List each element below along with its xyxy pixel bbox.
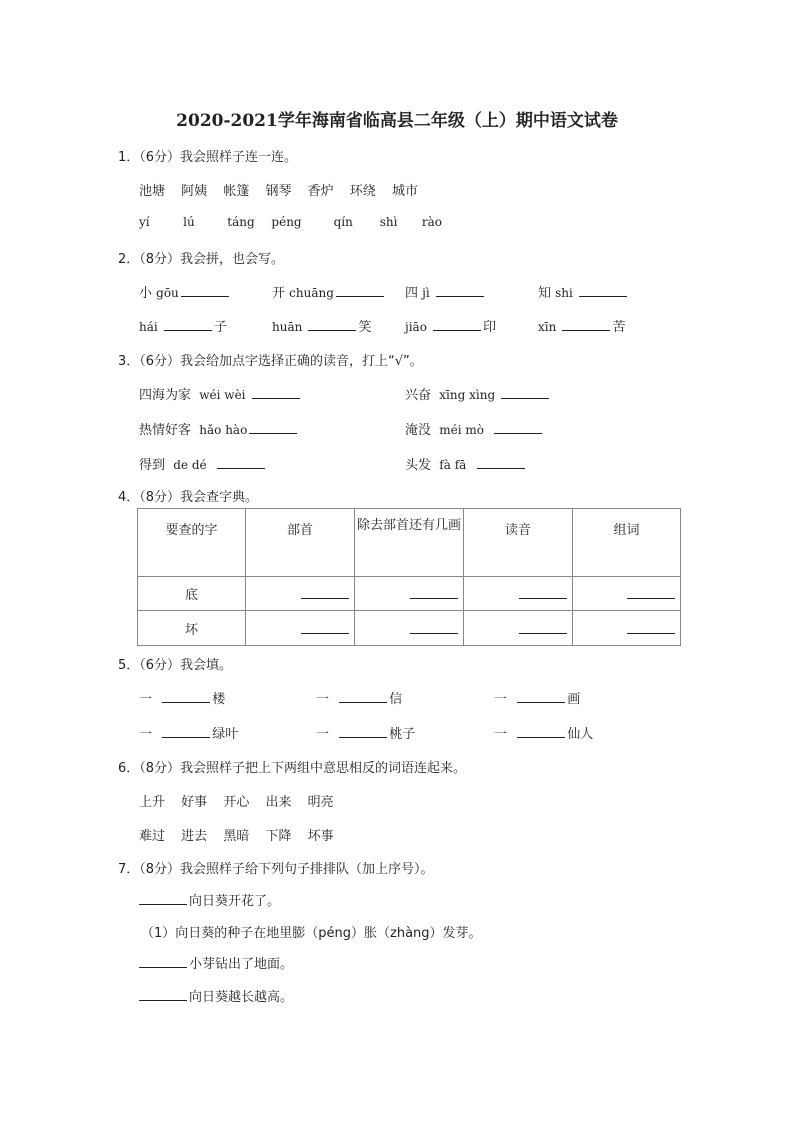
answer-blank[interactable] [162,725,210,738]
table-cell-char: 坏 [138,611,246,646]
answer-blank[interactable] [519,584,567,599]
table-header: 部首 [246,509,355,577]
table-header-row [138,509,681,577]
q2-item [139,316,227,335]
table-cell [464,611,573,646]
q5-item [494,688,580,707]
table-cell [573,611,681,646]
question-2-label: 2．（8分）我会拼，也会写。 [118,252,285,267]
q6-word: 开心 [223,795,250,810]
q3-item [405,419,544,438]
answer-blank[interactable] [410,619,458,634]
q5-prefix: 一 [139,692,153,707]
q7-sentence-text: 小芽钻出了地面。 [189,957,294,972]
table-header: 要查的字 [138,509,246,577]
q5-suffix: 仙人 [567,727,594,742]
table-row [138,611,681,646]
q6-word: 黑暗 [223,829,250,844]
q3-word: 四海为家 [139,388,192,403]
q5-prefix: 一 [139,727,153,742]
answer-blank[interactable] [477,456,525,469]
q5-prefix: 一 [316,692,330,707]
answer-blank[interactable] [627,584,675,599]
answer-blank[interactable] [164,318,212,331]
q5-suffix: 画 [567,692,581,707]
q3-item [405,454,527,473]
q2-char: 小 [139,286,157,301]
answer-blank[interactable] [252,386,300,399]
q1-pinyin: yí [139,215,150,229]
q2-item [272,282,386,301]
table-cell [573,577,681,611]
q6-word: 难过 [139,829,166,844]
q3-pinyin-options: fà fā [439,458,467,472]
answer-blank[interactable] [501,386,549,399]
question-4-label: 4．（8分）我会查字典。 [118,490,259,505]
q3-pinyin-options: hǎo hào [199,423,248,437]
q5-suffix: 信 [389,692,403,707]
q2-char: 知 [538,286,556,301]
q3-pinyin-options: méi mò [439,423,485,437]
table-header: 读音 [464,509,573,577]
q3-pinyin-options: xīng xìng [439,388,496,402]
table-cell [246,611,355,646]
answer-blank[interactable] [339,690,387,703]
answer-blank[interactable] [433,318,481,331]
q7-sentence [139,890,280,909]
q6-bottom-words [139,825,346,844]
q1-word: 香炉 [307,184,334,199]
answer-blank[interactable] [308,318,356,331]
table-cell [246,577,355,611]
question-5-label: 5．（6分）我会填。 [118,658,233,673]
q1-pinyin: péng [271,215,302,229]
q6-top-words [139,791,346,810]
q2-pinyin: huān [272,320,303,334]
q3-pinyin-options: de dé [173,458,207,472]
table-cell [464,577,573,611]
q5-prefix: 一 [494,727,508,742]
q3-item [139,384,302,403]
q5-item [494,723,593,742]
q2-char: 苦 [612,320,626,335]
q2-pinyin: chuāng [289,286,334,300]
answer-blank[interactable] [519,619,567,634]
answer-blank[interactable] [517,690,565,703]
q5-suffix: 绿叶 [212,727,239,742]
q3-pinyin-options: wéi wèi [199,388,246,402]
q7-sentence-text: 向日葵开花了。 [189,894,281,909]
page-title: 2020-2021学年海南省临高县二年级（上）期中语文试卷 [176,111,618,131]
q2-char: 子 [213,320,227,335]
q2-pinyin: jì [422,286,430,300]
q1-pinyin: shì [379,215,398,229]
table-cell-char: 底 [138,577,246,611]
q3-word: 热情好客 [139,423,192,438]
table-header: 组词 [573,509,681,577]
q7-sentence: （1）向日葵的种子在地里膨（péng）胀（zhàng）发芽。 [141,926,482,941]
question-1-label: 1．（6分）我会照样子连一连。 [118,150,298,165]
q6-word: 进去 [181,829,208,844]
q7-sentence [139,953,293,972]
q2-item [538,282,629,301]
q1-word: 池塘 [139,184,166,199]
q2-pinyin: shi [555,286,573,300]
q1-word: 城市 [391,184,418,199]
q2-pinyin: gōu [156,286,179,300]
q5-item [139,688,225,707]
answer-blank[interactable] [517,725,565,738]
q6-word: 明亮 [307,795,334,810]
q5-suffix: 楼 [212,692,226,707]
q3-word: 头发 [405,458,432,473]
answer-blank[interactable] [301,619,349,634]
answer-blank[interactable] [562,318,610,331]
q1-pinyin: rào [421,215,442,229]
q1-word: 帐篷 [223,184,250,199]
q3-word: 得到 [139,458,166,473]
q6-word: 坏事 [307,829,334,844]
q5-item [316,723,415,742]
table-cell [355,611,464,646]
q2-pinyin: hái [139,320,158,334]
table-header-text: 除去部首还有几画 [356,518,461,533]
answer-blank[interactable] [494,421,542,434]
answer-blank[interactable] [217,456,265,469]
table-row [138,577,681,611]
answer-blank[interactable] [301,584,349,599]
q3-item [139,454,267,473]
q1-word: 环绕 [349,184,376,199]
q1-pinyin: táng [227,215,255,229]
answer-blank[interactable] [181,284,229,297]
q2-item [405,316,496,335]
q6-word: 下降 [265,829,292,844]
q1-pinyin: lú [183,215,195,229]
q5-prefix: 一 [316,727,330,742]
q2-char: 印 [483,320,497,335]
q1-pinyin-row [139,215,452,230]
q2-item [405,282,486,301]
answer-blank[interactable] [336,284,384,297]
q1-pinyin: qín [333,215,353,229]
q7-sentence [139,986,293,1005]
q1-word-row [139,180,430,199]
q1-word: 钢琴 [265,184,292,199]
q2-char: 笑 [358,320,372,335]
q5-item [139,723,238,742]
answer-blank[interactable] [339,725,387,738]
answer-blank[interactable] [627,619,675,634]
answer-blank[interactable] [139,988,187,1001]
answer-blank[interactable] [410,584,458,599]
table-cell [355,577,464,611]
q6-word: 上升 [139,795,166,810]
question-3-label: 3．（6分）我会给加点字选择正确的读音，打上“√”。 [118,354,423,369]
q2-char: 四 [405,286,423,301]
q5-prefix: 一 [494,692,508,707]
q2-item [272,316,372,335]
answer-blank[interactable] [249,421,297,434]
q2-pinyin: jiāo [405,320,427,334]
q5-suffix: 桃子 [389,727,416,742]
q3-word: 淹没 [405,423,432,438]
answer-blank[interactable] [139,892,187,905]
question-7-label: 7．（8分）我会照样子给下列句子排排队（加上序号）。 [118,862,434,877]
q3-word: 兴奋 [405,388,432,403]
answer-blank[interactable] [162,690,210,703]
q2-pinyin: xīn [538,320,557,334]
answer-blank[interactable] [579,284,627,297]
table-header [355,509,464,577]
q6-word: 好事 [181,795,208,810]
q2-char: 开 [272,286,290,301]
q5-item [316,688,402,707]
q1-word: 阿姨 [181,184,208,199]
q7-sentence-text: 向日葵越长越高。 [189,990,294,1005]
q3-item [405,384,551,403]
q3-item [139,419,299,438]
answer-blank[interactable] [139,955,187,968]
dictionary-table [137,508,681,646]
answer-blank[interactable] [436,284,484,297]
q2-item [538,316,626,335]
q2-item [139,282,231,301]
q6-word: 出来 [265,795,292,810]
question-6-label: 6．（8分）我会照样子把上下两组中意思相反的词语连起来。 [118,761,467,776]
